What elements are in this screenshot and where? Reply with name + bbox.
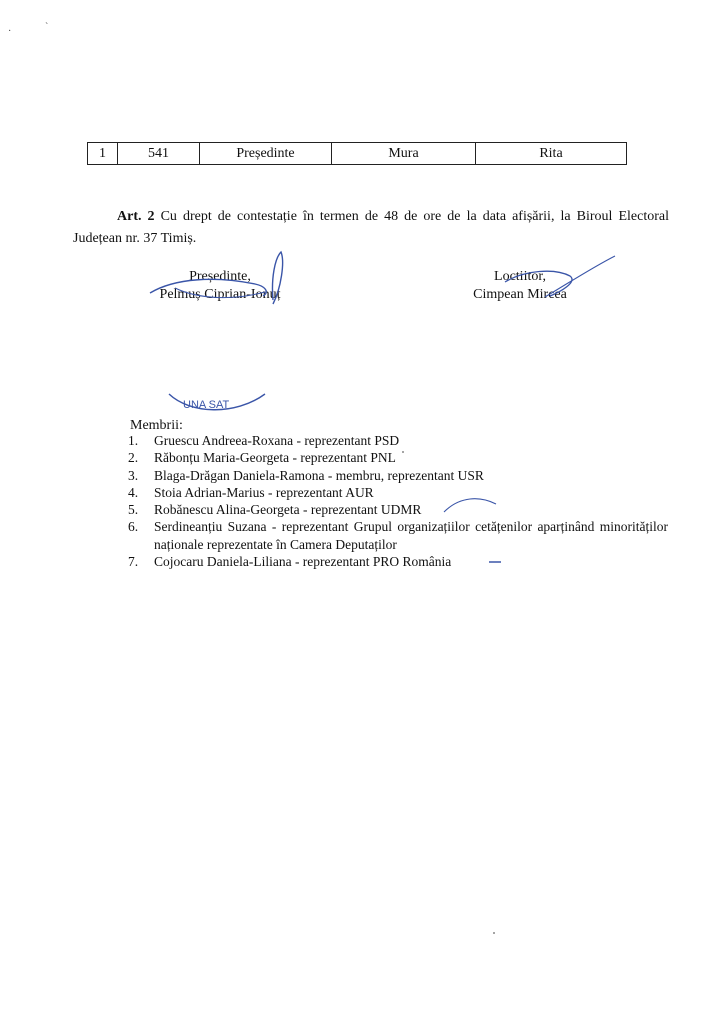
- list-item-number: 7.: [128, 554, 139, 570]
- list-item-text: Gruescu Andreea-Roxana - reprezentant PSD: [154, 433, 400, 448]
- results-table: [87, 142, 627, 165]
- deputy-title: Loctiitor,: [494, 269, 546, 284]
- table-cell-last-name: Mura: [332, 143, 476, 165]
- scan-speck: ·: [8, 26, 12, 37]
- scan-speck: `: [45, 22, 49, 33]
- table-cell-first-name: Rita: [476, 143, 627, 165]
- list-item-text: Stoia Adrian-Marius - reprezentant AUR: [154, 484, 374, 500]
- table-cell-code: 541: [118, 143, 200, 165]
- stamp-text: UNA SAT: [183, 399, 230, 411]
- list-item-number: 4.: [128, 484, 139, 500]
- scan-speck: [402, 451, 404, 453]
- stamp-fragment: [165, 390, 275, 420]
- list-item-number: 3.: [128, 467, 139, 483]
- member-signature-mark: [440, 492, 500, 522]
- list-item: [128, 432, 668, 449]
- deputy-signature-mark: [500, 252, 620, 302]
- table-row: [88, 143, 627, 165]
- members-list: [128, 432, 668, 570]
- list-item-number: 5.: [128, 502, 139, 518]
- list-item: [128, 467, 668, 484]
- deputy-name: Cimpean Mircea: [473, 287, 567, 302]
- list-item: [128, 553, 668, 570]
- list-item-text: Serdineanțiu Suzana - reprezentant Grupul organizațiilor cetățenilor aparținând minorităților naționale reprezentate în Camera Deputaților: [154, 519, 668, 552]
- scan-speck: [493, 932, 495, 934]
- list-item: [128, 501, 668, 518]
- list-item: [128, 449, 668, 466]
- dash-mark: [488, 559, 502, 565]
- list-item-text: Robănescu Alina-Georgeta - reprezentant UDMR: [154, 502, 422, 518]
- list-item: [128, 518, 668, 553]
- table-cell-function: Președinte: [200, 143, 332, 165]
- president-title: Președinte,: [189, 269, 251, 284]
- president-name: Pelmuș Ciprian-Ionuț: [159, 287, 281, 302]
- article-2-text: Cu drept de contestație în termen de 48 de ore de la data afișării, la Biroul Electoral Județean nr. 37 Timiș.: [73, 209, 669, 246]
- list-item-number: 2.: [128, 450, 139, 466]
- members-heading: Membrii:: [130, 418, 183, 433]
- table-cell-nr: 1: [88, 143, 118, 165]
- list-item: [128, 484, 668, 501]
- list-item-text: Răbonțu Maria-Georgeta - reprezentant PNL: [154, 450, 396, 466]
- list-item-number: 6.: [128, 519, 139, 535]
- list-item-number: 1.: [128, 433, 139, 448]
- article-2-paragraph: [73, 206, 669, 250]
- list-item-text: Cojocaru Daniela-Liliana - reprezentant PRO România: [154, 554, 452, 570]
- list-item-text: Blaga-Drăgan Daniela-Ramona - membru, reprezentant USR: [154, 467, 484, 483]
- article-2-label: Art. 2: [117, 209, 155, 224]
- president-signature-mark: [145, 248, 315, 308]
